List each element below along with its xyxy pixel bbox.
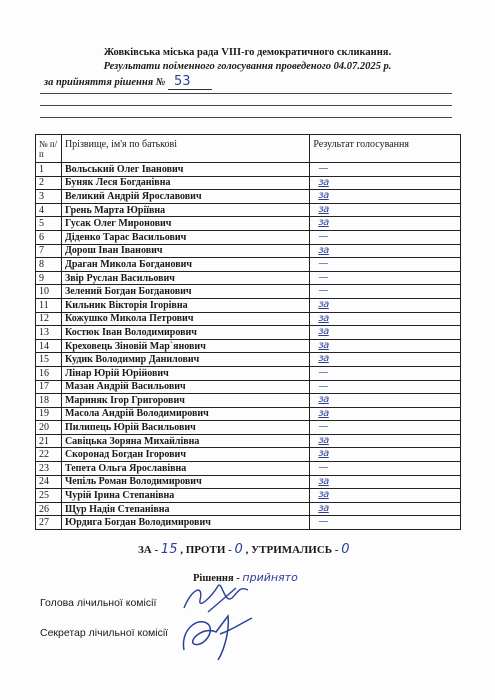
decision-number-line bbox=[44, 74, 212, 90]
vote-mark: — bbox=[318, 258, 328, 270]
deputy-name: Кудик Володимир Данилович bbox=[61, 353, 309, 367]
decision-result-label: Рішення - bbox=[193, 573, 240, 584]
table-row bbox=[36, 475, 461, 489]
vote-mark: за bbox=[318, 475, 329, 487]
vote-mark: — bbox=[318, 380, 328, 392]
vote-cell bbox=[310, 394, 461, 408]
vote-cell bbox=[310, 203, 461, 217]
vote-mark: — bbox=[318, 285, 328, 297]
vote-table bbox=[35, 134, 461, 530]
chair-role-label: Голова лічильної комісії bbox=[40, 597, 157, 609]
vote-cell bbox=[310, 285, 461, 299]
deputy-name: Костюк Іван Володимирович bbox=[61, 326, 309, 340]
vote-mark: за bbox=[318, 448, 329, 460]
row-number: 10 bbox=[36, 285, 62, 299]
vote-cell bbox=[310, 258, 461, 272]
deputy-name: Вольський Олег Іванович bbox=[61, 163, 309, 177]
proty-value: 0 bbox=[234, 542, 243, 557]
row-number: 27 bbox=[36, 516, 62, 530]
vote-cell bbox=[310, 434, 461, 448]
vote-mark: — bbox=[318, 421, 328, 433]
blank-line-2 bbox=[40, 105, 452, 106]
deputy-name: Лінар Юрій Юрійович bbox=[61, 366, 309, 380]
deputy-name: Масола Андрій Володимирович bbox=[61, 407, 309, 421]
vote-cell bbox=[310, 380, 461, 394]
table-row bbox=[36, 434, 461, 448]
table-row bbox=[36, 230, 461, 244]
vote-mark: за bbox=[318, 326, 329, 338]
vote-mark: за bbox=[318, 407, 329, 419]
decision-result-value: прийнято bbox=[242, 571, 298, 584]
row-number: 8 bbox=[36, 258, 62, 272]
table-row bbox=[36, 298, 461, 312]
vote-cell bbox=[310, 244, 461, 258]
table-row bbox=[36, 380, 461, 394]
deputy-name: Мариняк Ігор Григорович bbox=[61, 394, 309, 408]
vote-mark: за bbox=[318, 298, 329, 310]
vote-summary bbox=[138, 542, 350, 557]
row-number: 23 bbox=[36, 462, 62, 476]
vote-mark: за bbox=[318, 244, 329, 256]
deputy-name: Буняк Леся Богданівна bbox=[61, 176, 309, 190]
vote-cell bbox=[310, 366, 461, 380]
row-number: 15 bbox=[36, 353, 62, 367]
deputy-name: Скоронад Богдан Ігорович bbox=[61, 448, 309, 462]
row-number: 20 bbox=[36, 421, 62, 435]
utrymalys-value: 0 bbox=[341, 542, 350, 557]
decision-number: 53 bbox=[173, 74, 191, 89]
deputy-name: Кильник Вікторія Ігорівна bbox=[61, 298, 309, 312]
row-number: 26 bbox=[36, 502, 62, 516]
za-label: ЗА - bbox=[138, 544, 159, 556]
blank-line-3 bbox=[40, 117, 452, 118]
deputy-name: Дорош Іван Іванович bbox=[61, 244, 309, 258]
deputy-name: Звір Руслан Васильович bbox=[61, 271, 309, 285]
vote-cell bbox=[310, 421, 461, 435]
table-row bbox=[36, 353, 461, 367]
table-row bbox=[36, 271, 461, 285]
vote-mark: — bbox=[318, 163, 328, 174]
row-number: 2 bbox=[36, 176, 62, 190]
table-row bbox=[36, 217, 461, 231]
deputy-name: Тепета Ольга Ярославівна bbox=[61, 462, 309, 476]
row-number: 7 bbox=[36, 244, 62, 258]
table-row bbox=[36, 203, 461, 217]
vote-mark: за bbox=[318, 312, 329, 324]
row-number: 17 bbox=[36, 380, 62, 394]
council-title: Жовківська міська рада VIII-го демократичного скликання. bbox=[103, 47, 392, 58]
deputy-name: Драган Микола Богданович bbox=[61, 258, 309, 272]
vote-cell bbox=[310, 353, 461, 367]
vote-mark: за bbox=[318, 489, 329, 501]
table-row bbox=[36, 312, 461, 326]
deputy-name: Зелений Богдан Богданович bbox=[61, 285, 309, 299]
blank-line-1 bbox=[40, 93, 452, 94]
table-row bbox=[36, 407, 461, 421]
vote-mark: за bbox=[318, 394, 329, 406]
table-row bbox=[36, 244, 461, 258]
vote-mark: за bbox=[318, 217, 329, 229]
vote-mark: за bbox=[318, 434, 329, 446]
row-number: 14 bbox=[36, 339, 62, 353]
vote-cell bbox=[310, 298, 461, 312]
vote-cell bbox=[310, 448, 461, 462]
row-number: 5 bbox=[36, 217, 62, 231]
vote-cell bbox=[310, 190, 461, 204]
row-number: 21 bbox=[36, 434, 62, 448]
deputy-name: Грень Марта Юріївна bbox=[61, 203, 309, 217]
vote-mark: — bbox=[318, 366, 328, 378]
row-number: 16 bbox=[36, 366, 62, 380]
table-row bbox=[36, 462, 461, 476]
row-number: 22 bbox=[36, 448, 62, 462]
col-number-header: № п/п bbox=[36, 135, 62, 163]
table-row bbox=[36, 502, 461, 516]
vote-cell bbox=[310, 217, 461, 231]
row-number: 19 bbox=[36, 407, 62, 421]
vote-mark: за bbox=[318, 339, 329, 351]
vote-cell bbox=[310, 163, 461, 177]
vote-mark: за bbox=[318, 190, 329, 202]
deputy-name: Креховець Зіновій Мар`янович bbox=[61, 339, 309, 353]
document-header bbox=[0, 46, 495, 74]
col-result-header: Результат голосування bbox=[310, 135, 461, 163]
row-number: 9 bbox=[36, 271, 62, 285]
table-row bbox=[36, 258, 461, 272]
table-row bbox=[36, 285, 461, 299]
deputy-name: Чурій Ірина Степанівна bbox=[61, 489, 309, 503]
row-number: 1 bbox=[36, 163, 62, 177]
deputy-name: Кожушко Микола Петрович bbox=[61, 312, 309, 326]
table-row bbox=[36, 176, 461, 190]
row-number: 25 bbox=[36, 489, 62, 503]
secretary-signature bbox=[176, 610, 266, 665]
table-row bbox=[36, 421, 461, 435]
row-number: 13 bbox=[36, 326, 62, 340]
vote-cell bbox=[310, 516, 461, 530]
vote-mark: — bbox=[318, 462, 328, 474]
vote-cell bbox=[310, 462, 461, 476]
secretary-role-label: Секретар лічильної комісії bbox=[40, 627, 169, 639]
table-row bbox=[36, 163, 461, 177]
deputy-name: Гусак Олег Миронович bbox=[61, 217, 309, 231]
proty-label: , ПРОТИ - bbox=[180, 544, 232, 556]
deputy-name: Юрдига Богдан Володимирович bbox=[61, 516, 309, 530]
vote-cell bbox=[310, 312, 461, 326]
table-row bbox=[36, 190, 461, 204]
table-row bbox=[36, 448, 461, 462]
table-header-row bbox=[36, 135, 461, 163]
row-number: 11 bbox=[36, 298, 62, 312]
table-row bbox=[36, 489, 461, 503]
vote-cell bbox=[310, 271, 461, 285]
vote-cell bbox=[310, 502, 461, 516]
deputy-name: Діденко Тарас Васильович bbox=[61, 230, 309, 244]
deputy-name: Чепіль Роман Володимирович bbox=[61, 475, 309, 489]
deputy-name: Савіцька Зоряна Михайлівна bbox=[61, 434, 309, 448]
vote-cell bbox=[310, 230, 461, 244]
row-number: 12 bbox=[36, 312, 62, 326]
vote-mark: за bbox=[318, 353, 329, 365]
vote-mark: — bbox=[318, 516, 328, 528]
row-number: 6 bbox=[36, 230, 62, 244]
deputy-name: Щур Надія Степанівна bbox=[61, 502, 309, 516]
col-name-header: Прізвище, ім'я по батькові bbox=[61, 135, 309, 163]
vote-mark: — bbox=[318, 271, 328, 283]
table-row bbox=[36, 366, 461, 380]
vote-cell bbox=[310, 489, 461, 503]
decision-label: за прийняття рішення № bbox=[44, 77, 166, 88]
table-row bbox=[36, 326, 461, 340]
vote-mark: за bbox=[318, 203, 329, 215]
deputy-name: Пилипець Юрій Васильович bbox=[61, 421, 309, 435]
vote-cell bbox=[310, 176, 461, 190]
utrymalys-label: , УТРИМАЛИСЬ - bbox=[245, 544, 339, 556]
vote-mark: за bbox=[318, 176, 329, 188]
vote-cell bbox=[310, 407, 461, 421]
row-number: 4 bbox=[36, 203, 62, 217]
vote-mark: за bbox=[318, 502, 329, 514]
za-value: 15 bbox=[160, 542, 178, 557]
row-number: 18 bbox=[36, 394, 62, 408]
deputy-name: Мазан Андрій Васильович bbox=[61, 380, 309, 394]
row-number: 3 bbox=[36, 190, 62, 204]
vote-cell bbox=[310, 326, 461, 340]
deputy-name: Великий Андрій Ярославович bbox=[61, 190, 309, 204]
row-number: 24 bbox=[36, 475, 62, 489]
vote-cell bbox=[310, 475, 461, 489]
vote-cell bbox=[310, 339, 461, 353]
vote-mark: — bbox=[318, 230, 328, 242]
table-row bbox=[36, 339, 461, 353]
table-row bbox=[36, 394, 461, 408]
table-row bbox=[36, 516, 461, 530]
vote-results-subtitle: Результати поіменного голосування проведеного 04.07.2025 р. bbox=[103, 61, 392, 72]
